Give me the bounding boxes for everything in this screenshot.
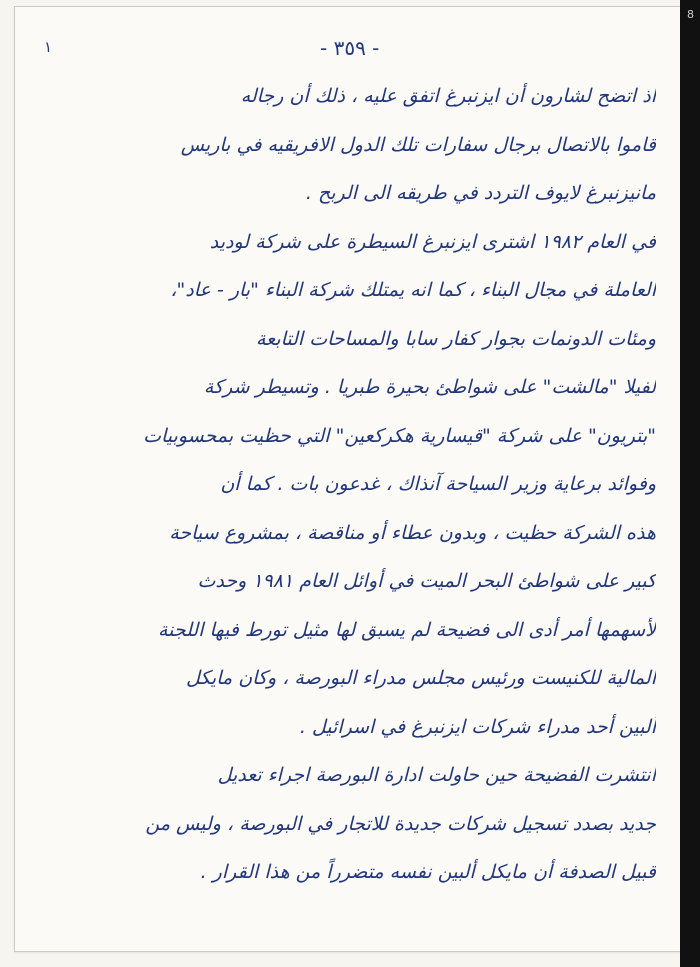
scan-edge [680,0,700,967]
text-line: كبير على شواطئ البحر الميت في أوائل العام ١٩٨١ وحدث [197,570,656,592]
text-line: جديد بصدد تسجيل شركات جديدة للاتجار في البورصة ، وليس من [145,812,656,835]
text-line: قاموا بالاتصال برجال سفارات تلك الدول الافريقيه في باريس [180,133,656,156]
text-line: العاملة في مجال البناء ، كما انه يمتلك شركة البناء "بار - عاد"، [170,279,656,301]
text-line: ومئات الدونمات بجوار كفار سابا والمساحات التابعة [255,327,656,350]
text-line: لأسهمها أمر أدى الى فضيحة لم يسبق لها مثيل تورط فيها اللجنة [157,618,656,641]
text-line: لفيلا "مالشت" على شواطئ بحيرة طبريا . وتسيطر شركة [203,376,656,398]
text-line: هذه الشركة حظيت ، وبدون عطاء أو مناقصة ، بمشروع سياحة [169,521,656,544]
margin-mark: ١ [44,38,53,56]
text-line: قبيل الصدفة أن مايكل ألبين نفسه متضرراً من هذا القرار . [200,861,656,883]
text-line: "بتريون" على شركة "قيسارية هكركعين" التي حظيت بمحسوبيات [143,424,656,447]
text-line: انتشرت الفضيحة حين حاولت ادارة البورصة اجراء تعديل [217,764,656,786]
text-line: وفوائد برعاية وزير السياحة آنذاك ، غدعون بات . كما أن [220,473,656,495]
page-number: - ٣٥٩ - [320,36,380,60]
text-line: ألبين أحد مدراء شركات ايزنبرغ في اسرائيل . [299,715,656,738]
text-line: مانيزنبرغ لايوف التردد في طريقه الى الربح . [305,182,656,204]
text-line: اذ اتضح لشارون أن ايزنبرغ اتفق عليه ، ذلك أن رجاله [240,85,656,107]
edge-mark: 8 [687,8,694,21]
text-line: في العام ١٩٨٢ اشترى ايزنبرغ السيطرة على شركة لوديد [209,230,656,253]
text-line: المالية للكنيست ورئيس مجلس مدراء البورصة ، وكان مايكل [186,667,656,689]
handwritten-text [40,72,656,897]
